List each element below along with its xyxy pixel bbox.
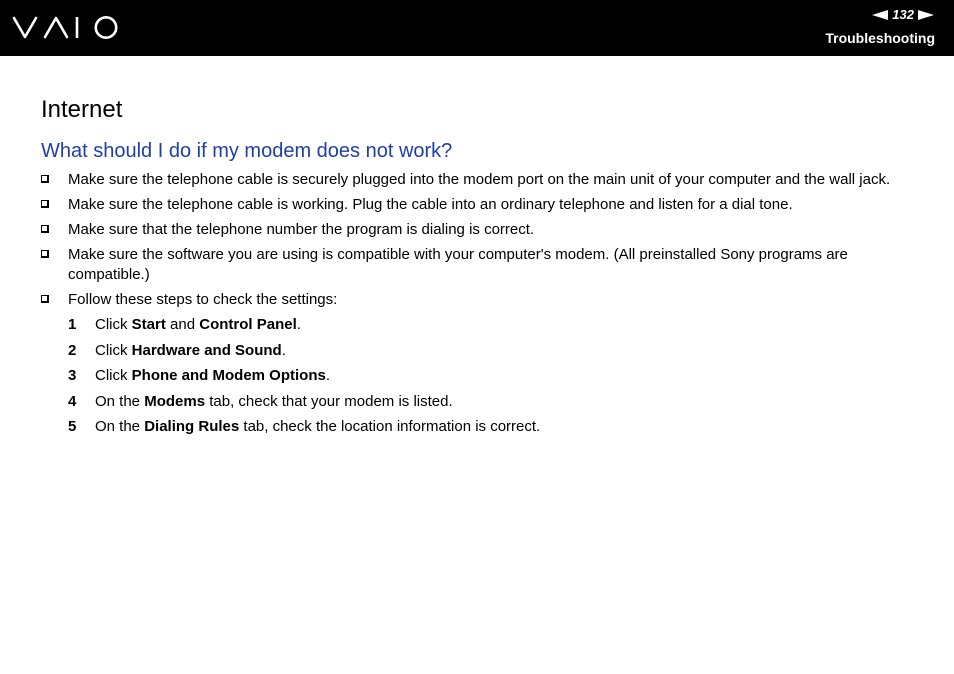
checkbox-bullet-icon — [41, 295, 49, 303]
step-number: 1 — [68, 316, 77, 333]
header-bar — [0, 0, 954, 55]
step-text: tab, check the location information is correct. — [239, 418, 541, 435]
checkbox-bullet-icon — [41, 225, 49, 233]
step-number: 3 — [68, 367, 77, 384]
step-text: On the — [95, 392, 145, 410]
page-title: Internet — [41, 96, 123, 123]
step-text: . — [296, 316, 301, 333]
step-text: . — [281, 341, 286, 359]
bullet-text: Follow these steps to check the settings: — [68, 291, 338, 308]
bullet-item — [40, 290, 920, 310]
ui-term: Hardware and Sound — [131, 341, 282, 359]
ui-term: Phone and Modem Options — [131, 367, 326, 384]
bullet-text: Make sure the software you are using is compatible with your computer's modem. (All preinstalled Sony programs are compatible.) — [68, 246, 848, 283]
step-text: and — [165, 316, 200, 333]
arrow-right-icon[interactable] — [918, 10, 934, 20]
step-item — [68, 392, 920, 412]
step-text: Click — [95, 367, 132, 384]
arrow-left-icon[interactable] — [872, 10, 888, 20]
bullet-item — [40, 245, 920, 285]
checkbox-bullet-icon — [41, 200, 49, 208]
steps-list — [40, 315, 920, 437]
section-label[interactable]: Troubleshooting — [825, 30, 935, 46]
bullet-item — [40, 220, 920, 240]
step-item — [68, 341, 920, 361]
step-item — [68, 366, 920, 386]
vaio-logo-icon — [12, 14, 122, 42]
step-item — [68, 315, 920, 335]
bullet-item — [40, 195, 920, 215]
step-number: 4 — [68, 392, 77, 410]
ui-term: Start — [131, 316, 166, 333]
page-navigation — [872, 7, 934, 23]
page-number: 132 — [892, 7, 914, 22]
step-text: . — [325, 367, 331, 384]
bullet-text: Make sure that the telephone number the program is dialing is correct. — [68, 221, 535, 238]
step-item — [68, 417, 920, 437]
bullet-text: Make sure the telephone cable is securely plugged into the modem port on the main unit of your computer and the wall jack. — [68, 171, 891, 188]
checkbox-bullet-icon — [41, 175, 49, 183]
step-number: 2 — [68, 341, 77, 359]
header-divider — [0, 55, 954, 56]
ui-term: Dialing Rules — [144, 418, 240, 435]
step-number: 5 — [68, 418, 77, 435]
ui-term: Modems — [144, 392, 206, 410]
step-text: Click — [95, 316, 132, 333]
checkbox-bullet-icon — [41, 250, 49, 258]
step-text: Click — [95, 341, 132, 359]
bullet-text: Make sure the telephone cable is working. Plug the cable into an ordinary telephone and listen for a dial tone. — [68, 196, 793, 213]
step-text: On the — [95, 418, 145, 435]
step-text: tab, check that your modem is listed. — [205, 392, 453, 410]
ui-term: Control Panel — [199, 316, 297, 333]
question-heading: What should I do if my modem does not work? — [41, 140, 453, 162]
content-body — [40, 170, 920, 443]
bullet-item — [40, 170, 920, 190]
